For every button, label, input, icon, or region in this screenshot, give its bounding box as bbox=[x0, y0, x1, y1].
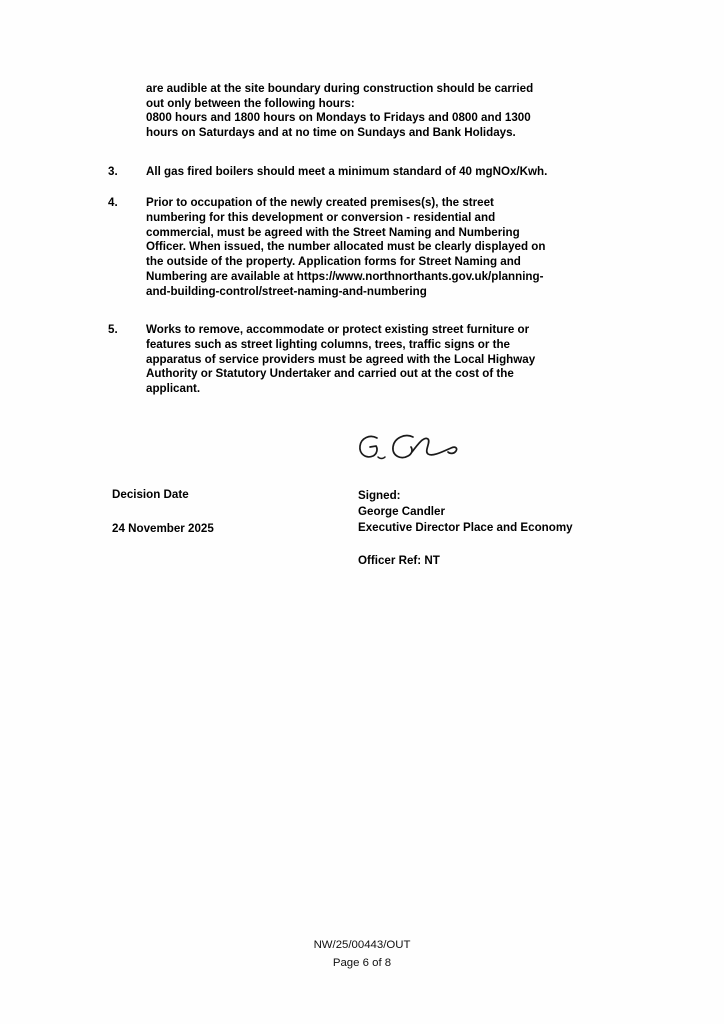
paragraph-line: out only between the following hours: bbox=[146, 96, 355, 110]
condition-line: the outside of the property. Application forms for Street Naming and bbox=[146, 255, 521, 269]
paragraph-line: 0800 hours and 1800 hours on Mondays to Fridays and 0800 and 1300 bbox=[146, 111, 531, 125]
condition-line: numbering for this development or conversion - residential and bbox=[146, 210, 496, 224]
condition-item-5 bbox=[108, 323, 628, 397]
condition-body bbox=[146, 323, 632, 397]
condition-number: 4. bbox=[108, 196, 118, 209]
footer-reference: NW/25/00443/OUT bbox=[313, 939, 411, 951]
condition-line-url: and-building-control/street-naming-and-numbering bbox=[146, 284, 427, 298]
signatory-title: Executive Director Place and Economy bbox=[358, 521, 573, 535]
footer-page-number: Page 6 of 8 bbox=[332, 956, 392, 969]
condition-item-4 bbox=[108, 196, 628, 300]
decision-date-block bbox=[112, 488, 312, 536]
signed-block bbox=[358, 488, 658, 537]
condition-body bbox=[146, 196, 632, 300]
page-footer bbox=[0, 937, 724, 972]
signed-label: Signed: bbox=[358, 489, 401, 502]
condition-line: apparatus of service providers must be agreed with the Local Highway bbox=[146, 352, 536, 366]
condition-line: commercial, must be agreed with the Street Naming and Numbering bbox=[146, 225, 520, 239]
condition-line: applicant. bbox=[146, 382, 201, 396]
condition-line: All gas fired boilers should meet a minimum standard of 40 mgNOx/Kwh. bbox=[146, 165, 548, 178]
signatory-name: George Candler bbox=[358, 505, 445, 519]
signature-image bbox=[356, 432, 476, 474]
condition-line: Works to remove, accommodate or protect existing street furniture or bbox=[146, 323, 530, 336]
condition-body bbox=[146, 165, 632, 180]
decision-date-label: Decision Date bbox=[112, 488, 189, 501]
condition-line: features such as street lighting columns, trees, traffic signs or the bbox=[146, 337, 511, 351]
condition-line-url: Numbering are available at https://www.northnorthants.gov.uk/planning- bbox=[146, 269, 544, 283]
condition-line: Authority or Statutory Undertaker and carried out at the cost of the bbox=[146, 367, 514, 381]
paragraph-line: are audible at the site boundary during construction should be carried bbox=[146, 82, 534, 95]
paragraph-line: hours on Saturdays and at no time on Sundays and Bank Holidays. bbox=[146, 125, 516, 139]
condition-line: Officer. When issued, the number allocated must be clearly displayed on bbox=[146, 240, 546, 254]
continued-paragraph bbox=[146, 82, 638, 140]
decision-date-value: 24 November 2025 bbox=[112, 521, 214, 535]
condition-item-3 bbox=[108, 165, 628, 180]
condition-number: 5. bbox=[108, 323, 118, 336]
officer-ref: Officer Ref: NT bbox=[358, 554, 440, 567]
condition-number: 3. bbox=[108, 165, 118, 178]
condition-line: Prior to occupation of the newly created premises(s), the street bbox=[146, 196, 494, 209]
